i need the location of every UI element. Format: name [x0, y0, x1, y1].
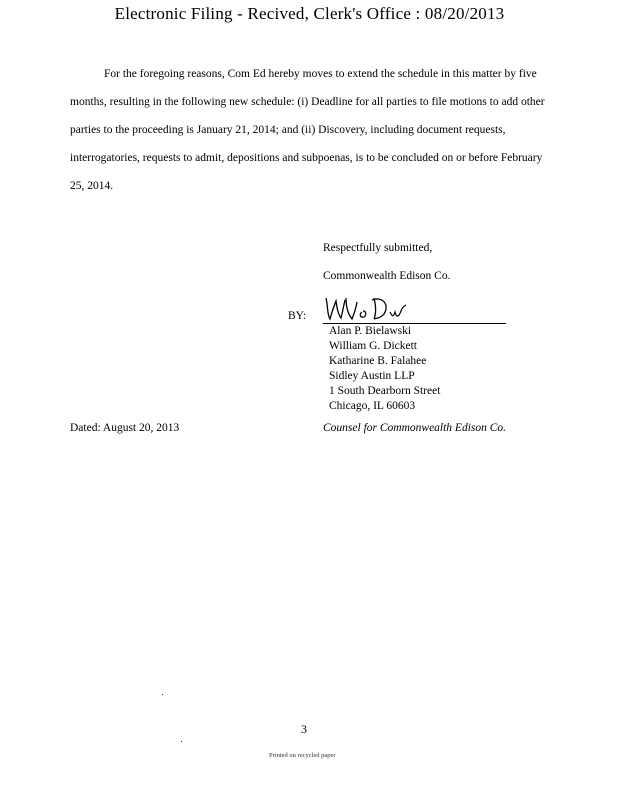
respectfully-submitted: Respectfully submitted,: [323, 242, 433, 254]
signatory-line: Alan P. Bielawski: [329, 325, 412, 337]
scan-speck: [181, 741, 182, 742]
party-name: Commonwealth Edison Co.: [323, 270, 451, 282]
body-paragraph: For the foregoing reasons, Com Ed hereby moves to extend the schedule in this matter by five months, resulting in the following new schedule: (i) Deadline for all parties to file motions to add other parties to the proceeding is January 21, 2014; and (ii) Discovery, including document requests, interrogatories, requests to admit, depositions and subpoenas, is to be concluded on or before February 25, 2014.: [70, 68, 545, 192]
recycled-paper-note: Printed on recycled paper: [269, 752, 336, 759]
signatory-line: Sidley Austin LLP: [329, 370, 415, 382]
signatory-line: Chicago, IL 60603: [329, 400, 416, 412]
signatory-line: William G. Dickett: [329, 340, 418, 352]
motion-body: [70, 60, 550, 200]
by-label: BY:: [288, 310, 307, 322]
handwritten-signature: [322, 292, 412, 324]
filing-stamp-header: Electronic Filing - Recived, Clerk's Office : 08/20/2013: [114, 4, 505, 23]
counsel-line: Counsel for Commonwealth Edison Co.: [323, 422, 507, 434]
signatory-line: 1 South Dearborn Street: [329, 385, 441, 397]
signatory-line: Katharine B. Falahee: [329, 355, 427, 367]
dated-line: Dated: August 20, 2013: [70, 422, 180, 434]
signatory-block: [329, 324, 440, 414]
page-number: 3: [301, 722, 307, 736]
scan-speck: [162, 694, 163, 695]
